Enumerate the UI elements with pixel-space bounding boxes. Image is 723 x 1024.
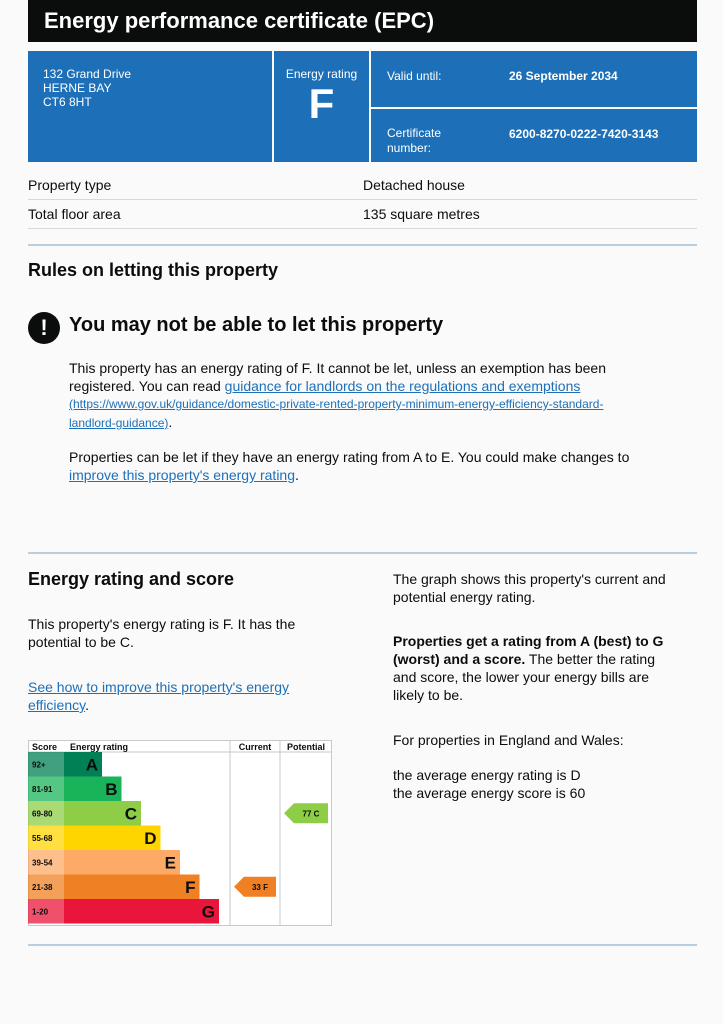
- text-line: [69, 466, 699, 484]
- address-line: HERNE BAY: [43, 81, 112, 95]
- property-type-value: Detached house: [363, 177, 465, 193]
- certificate-number: 6200-8270-0222-7420-3143: [509, 127, 659, 141]
- band-letter: B: [105, 779, 118, 799]
- guidance-url[interactable]: (https://www.gov.uk/guidance/domestic-private-rented-property-minimum-energy-efficiency-standard-: [69, 397, 604, 411]
- score-heading: Energy rating and score: [28, 569, 235, 589]
- letting-heading: Rules on letting this property: [28, 260, 279, 280]
- improve-link-block: [28, 678, 358, 714]
- band-score-label: 39-54: [32, 858, 53, 868]
- page-title: Energy performance certificate (EPC): [28, 0, 697, 42]
- graph-explanation: [393, 570, 698, 606]
- floor-area-value: 135 square metres: [363, 206, 480, 222]
- chart-header-score: Score: [32, 742, 58, 752]
- energy-rating-label: Energy rating: [285, 67, 358, 81]
- bold-text: (worst) and a score.: [393, 651, 526, 667]
- text-fragment: .: [168, 414, 173, 430]
- certificate-label-line: number:: [387, 141, 432, 155]
- bold-text: Properties get a rating from A (best) to G: [393, 633, 664, 649]
- improve-efficiency-link[interactable]: See how to improve this property's energy: [28, 679, 290, 695]
- text-line: potential energy rating.: [393, 589, 536, 605]
- band-score-label: 21-38: [32, 882, 53, 892]
- average-score: the average energy score is 60: [393, 785, 586, 801]
- energy-rating-chart: [28, 740, 332, 926]
- text-fragment: .: [295, 467, 299, 483]
- section-divider: [28, 552, 697, 554]
- text-line: The graph shows this property's current and: [393, 571, 666, 587]
- valid-until-label: Valid until:: [387, 69, 442, 83]
- letting-paragraph-2: [69, 448, 699, 484]
- warning-icon: !: [28, 312, 60, 344]
- band-score-label: 69-80: [32, 809, 53, 819]
- band-letter: A: [85, 755, 98, 775]
- text-line: Properties can be let if they have an energy rating from A to E. You could make changes to: [69, 449, 630, 465]
- band-score-label: 1-20: [32, 907, 49, 917]
- rating-explanation: [393, 632, 698, 704]
- text-line: potential to be C.: [28, 634, 134, 650]
- section-divider: [28, 944, 697, 946]
- band-letter: F: [185, 877, 196, 897]
- valid-until-value: 26 September 2034: [509, 69, 618, 83]
- score-summary: [28, 615, 358, 651]
- text-line: likely to be.: [393, 687, 464, 703]
- improve-rating-link[interactable]: improve this property's energy rating: [69, 467, 295, 483]
- band-score-label: 55-68: [32, 833, 53, 843]
- improve-efficiency-link[interactable]: efficiency: [28, 697, 86, 713]
- text-fragment: The better the rating: [525, 651, 655, 667]
- floor-area-row: [28, 200, 697, 229]
- band-letter: D: [144, 828, 157, 848]
- band-letter: G: [201, 902, 215, 922]
- band-score-label: 81-91: [32, 784, 53, 794]
- text-line: This property's energy rating is F. It has the: [28, 616, 296, 632]
- band-bar-e: [64, 850, 180, 875]
- average-rating: the average energy rating is D: [393, 767, 581, 783]
- property-type-label: Property type: [28, 177, 112, 193]
- warning-title: You may not be able to let this property: [69, 314, 444, 336]
- landlord-guidance-link[interactable]: guidance for landlords on the regulations and exemptions: [224, 378, 581, 394]
- band-score-label: 92+: [32, 760, 46, 770]
- chart-header-rating: Energy rating: [70, 742, 129, 752]
- floor-area-label: Total floor area: [28, 206, 121, 222]
- energy-rating-chart-svg: [28, 740, 332, 926]
- region-note: For properties in England and Wales:: [393, 732, 624, 748]
- guidance-url[interactable]: landlord-guidance): [69, 416, 169, 430]
- chart-header-potential: Potential: [286, 742, 326, 752]
- address-line: 132 Grand Drive: [43, 67, 132, 81]
- address-line: CT6 8HT: [43, 95, 92, 109]
- band-bar-f: [64, 875, 200, 900]
- energy-rating-letter: F: [308, 80, 335, 127]
- certificate-label: [387, 126, 441, 156]
- property-type-row: [28, 171, 697, 200]
- text-line: and score, the lower your energy bills are: [393, 669, 650, 685]
- letting-paragraph-1: [69, 359, 699, 432]
- chart-header-current: Current: [238, 742, 272, 752]
- address-block: [28, 51, 272, 162]
- text-fragment: .: [85, 697, 89, 713]
- band-letter: E: [164, 853, 176, 873]
- certificate-label-line: Certificate: [387, 126, 442, 140]
- energy-rating-box: [274, 51, 369, 162]
- text-fragment: registered. You can read: [69, 378, 225, 394]
- current-rating-label: 33 F: [251, 882, 269, 892]
- text-line: [69, 377, 699, 395]
- valid-until-box: [371, 51, 697, 107]
- potential-rating-label: 77 C: [302, 809, 320, 819]
- text-line: [69, 413, 699, 432]
- band-bar-g: [64, 899, 219, 924]
- text-line: This property has an energy rating of F. It cannot be let, unless an exemption has been: [69, 360, 606, 376]
- section-divider: [28, 244, 697, 246]
- band-letter: C: [124, 804, 137, 824]
- average-block: [393, 766, 698, 802]
- certificate-box: [371, 109, 697, 162]
